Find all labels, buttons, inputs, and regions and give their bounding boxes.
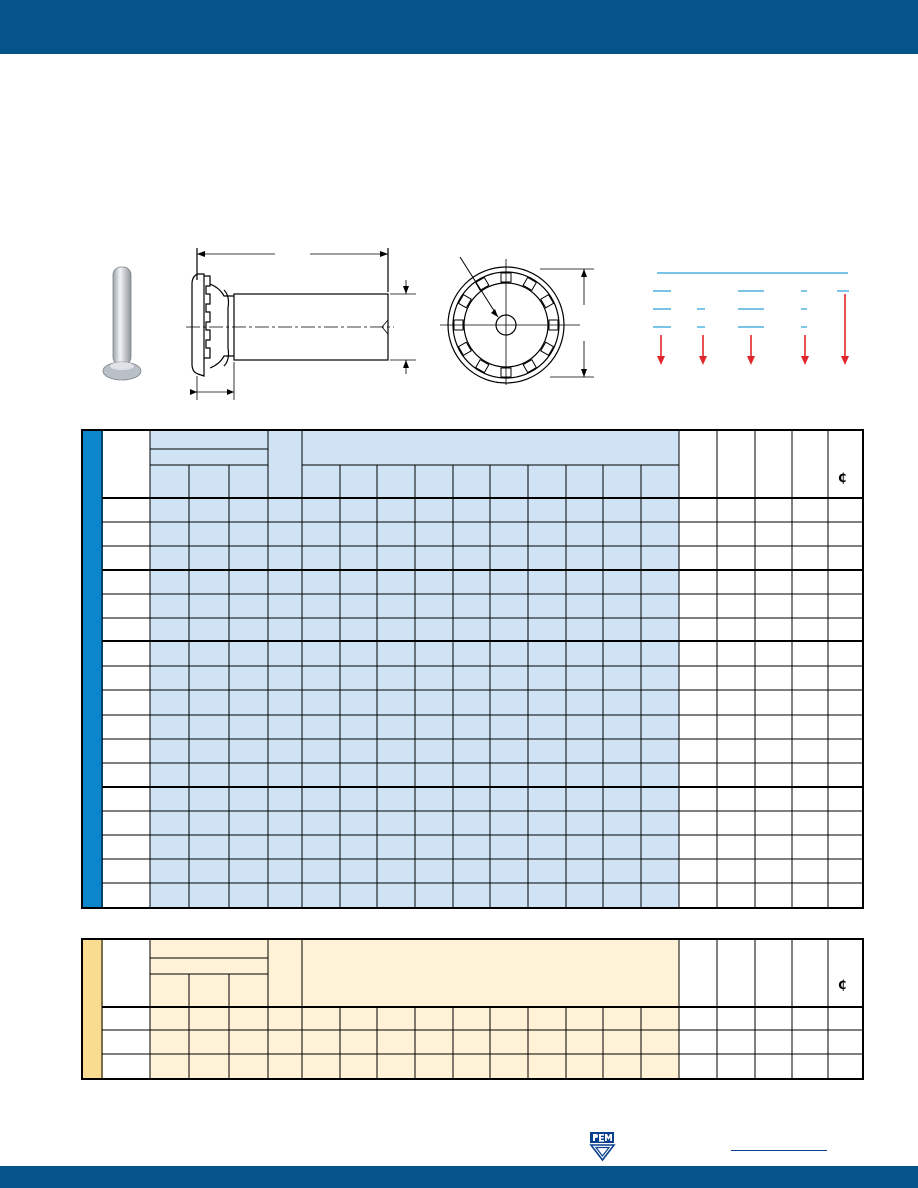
header-band xyxy=(0,0,918,54)
end-view-drawing xyxy=(440,255,600,385)
legend-diagram xyxy=(645,268,855,368)
footer-band xyxy=(0,1166,918,1188)
aux-table-grid xyxy=(83,940,862,1078)
centerline-icon: ₵ xyxy=(838,978,847,992)
main-spec-table xyxy=(81,429,864,909)
pem-logo-icon xyxy=(588,1130,618,1162)
aux-spec-table xyxy=(81,938,864,1080)
centerline-icon: ₵ xyxy=(838,471,847,485)
footer-link-underline[interactable] xyxy=(731,1150,827,1151)
main-table-grid xyxy=(83,431,862,907)
product-photo xyxy=(100,265,148,385)
side-view-drawing xyxy=(180,240,420,405)
